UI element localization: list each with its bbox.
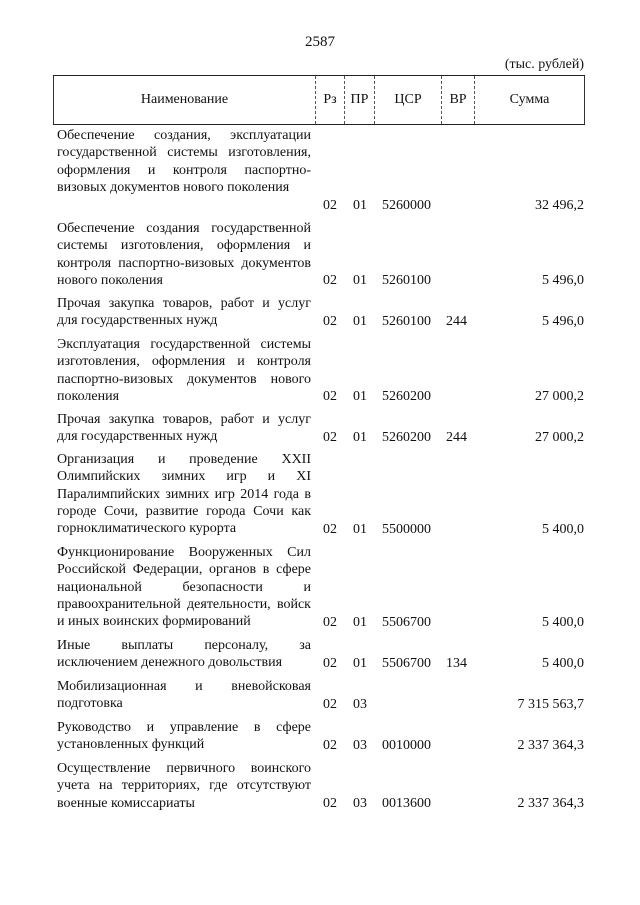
row-vr: 134 (446, 655, 467, 671)
row-csr: 5260200 (382, 388, 431, 404)
row-rz: 02 (323, 429, 337, 445)
row-csr: 5260100 (382, 313, 431, 329)
header-rz: Рз (315, 76, 344, 124)
row-pr: 01 (353, 313, 367, 329)
row-pr: 01 (353, 197, 367, 213)
row-pr: 03 (353, 737, 367, 753)
row-pr: 03 (353, 795, 367, 811)
table-row (0, 336, 640, 405)
row-pr: 01 (353, 388, 367, 404)
row-name: Обеспечение создания государственной системы изготовления, оформления и контроля паспортно-визовых документов нового поколения (57, 221, 311, 288)
row-pr: 03 (353, 696, 367, 712)
row-name: Организация и проведение XXII Олимпийских зимних игр и XI Паралимпийских зимних игр 2014 года в городе Сочи, развитие города Сочи как горноклиматического курорта (57, 452, 311, 537)
row-name: Обеспечение создания, эксплуатации государственной системы изготовления, оформления и контроля паспортно-визовых документов нового поколения (57, 128, 311, 195)
table-row (0, 127, 640, 214)
row-sum: 2 337 364,3 (517, 795, 584, 811)
table-row (0, 451, 640, 538)
row-pr: 01 (353, 655, 367, 671)
row-rz: 02 (323, 655, 337, 671)
table-row (0, 760, 640, 812)
header-sum: Сумма (474, 76, 585, 124)
row-rz: 02 (323, 795, 337, 811)
row-name: Иные выплаты персоналу, за исключением денежного довольствия (57, 638, 311, 671)
row-sum: 5 400,0 (542, 614, 584, 630)
row-sum: 5 496,0 (542, 313, 584, 329)
header-name: Наименование (53, 76, 315, 124)
table-header (53, 75, 585, 125)
row-name: Осуществление первичного воинского учета на территориях, где отсутствуют военные комиссариаты (57, 761, 311, 811)
row-vr: 244 (446, 313, 467, 329)
row-vr: 244 (446, 429, 467, 445)
table-row (0, 678, 640, 713)
table-row (0, 220, 640, 289)
row-rz: 02 (323, 614, 337, 630)
table-row (0, 719, 640, 754)
row-rz: 02 (323, 388, 337, 404)
row-name: Мобилизационная и вневойсковая подготовка (57, 679, 311, 712)
header-vr: ВР (441, 76, 474, 124)
table-row (0, 411, 640, 446)
row-csr: 0010000 (382, 737, 431, 753)
header-csr: ЦСР (374, 76, 441, 124)
row-name: Прочая закупка товаров, работ и услуг для государственных нужд (57, 412, 311, 445)
row-rz: 02 (323, 521, 337, 537)
row-rz: 02 (323, 272, 337, 288)
row-name: Руководство и управление в сфере установленных функций (57, 720, 311, 753)
row-csr: 5260000 (382, 197, 431, 213)
table-row (0, 637, 640, 672)
units-note: (тыс. рублей) (504, 57, 584, 72)
table-row (0, 544, 640, 631)
table-row (0, 295, 640, 330)
row-csr: 0013600 (382, 795, 431, 811)
row-pr: 01 (353, 272, 367, 288)
row-sum: 2 337 364,3 (517, 737, 584, 753)
row-sum: 5 496,0 (542, 272, 584, 288)
row-rz: 02 (323, 737, 337, 753)
row-pr: 01 (353, 429, 367, 445)
row-sum: 7 315 563,7 (517, 696, 584, 712)
row-sum: 32 496,2 (535, 197, 584, 213)
row-csr: 5506700 (382, 655, 431, 671)
row-pr: 01 (353, 614, 367, 630)
row-rz: 02 (323, 197, 337, 213)
row-csr: 5260200 (382, 429, 431, 445)
page-number: 2587 (305, 34, 335, 50)
row-sum: 27 000,2 (535, 388, 584, 404)
row-name: Прочая закупка товаров, работ и услуг для государственных нужд (57, 296, 311, 329)
row-sum: 5 400,0 (542, 521, 584, 537)
row-name: Эксплуатация государственной системы изготовления, оформления и контроля паспортно-визовых документов нового поколения (57, 337, 311, 404)
row-csr: 5500000 (382, 521, 431, 537)
row-rz: 02 (323, 313, 337, 329)
row-sum: 27 000,2 (535, 429, 584, 445)
row-csr: 5506700 (382, 614, 431, 630)
row-pr: 01 (353, 521, 367, 537)
header-pr: ПР (344, 76, 374, 124)
row-sum: 5 400,0 (542, 655, 584, 671)
row-csr: 5260100 (382, 272, 431, 288)
row-rz: 02 (323, 696, 337, 712)
row-name: Функционирование Вооруженных Сил Российской Федерации, органов в сфере национальной безопасности и правоохранительной деятельности, войск и иных воинских формирований (57, 545, 311, 630)
